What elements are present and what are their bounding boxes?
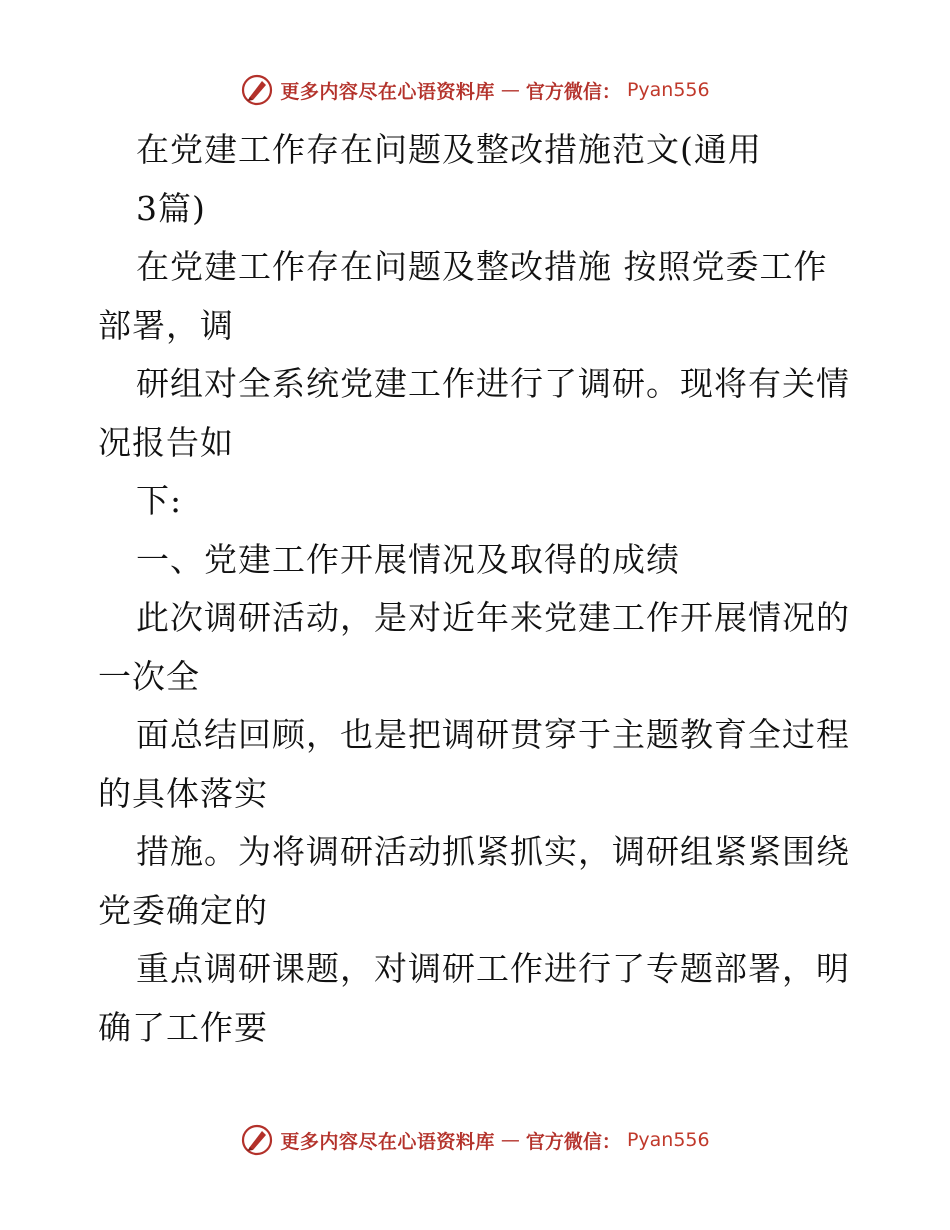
paragraph-line: 面总结回顾，也是把调研贯穿于主题教育全过程 (136, 715, 850, 754)
paragraph-line: 一次全 (98, 656, 200, 696)
banner-wechat-label: 官方微信： (525, 1130, 621, 1153)
banner-dash: — (500, 79, 520, 101)
paragraph-line: 研组对全系统党建工作进行了调研。现将有关情 (136, 364, 850, 403)
paragraph-line: 确了工作要 (98, 1007, 268, 1047)
paragraph-line: 措施。为将调研活动抓紧抓实，调研组紧紧围绕 (136, 832, 850, 871)
banner-title: 更多内容尽在心语资料库 (280, 1130, 495, 1153)
banner-dash: — (500, 1129, 520, 1151)
paragraph-line: 重点调研课题，对调研工作进行了专题部署，明 (136, 949, 850, 988)
paragraph-line: 的具体落实 (98, 773, 268, 813)
paragraph-line: 部署，调 (98, 305, 234, 345)
document-body (98, 121, 858, 1057)
footer-banner (0, 1120, 950, 1160)
section-heading: 一、党建工作开展情况及取得的成绩 (136, 539, 680, 579)
banner-title: 更多内容尽在心语资料库 (280, 80, 495, 103)
paragraph-line: 党委确定的 (98, 890, 268, 930)
paragraph-line: 下: (136, 481, 183, 520)
quill-pen-logo-icon (240, 1123, 274, 1157)
quill-pen-logo-icon (240, 73, 274, 107)
document-title-line-1: 在党建工作存在问题及整改措施范文(通用 (136, 130, 762, 169)
document-title-line-2: 3篇) (136, 188, 206, 228)
header-banner (0, 70, 950, 110)
banner-wechat-label: 官方微信： (525, 80, 621, 103)
paragraph-line: 在党建工作存在问题及整改措施 按照党委工作 (136, 247, 828, 286)
banner-wechat-id: Pyan556 (626, 1129, 710, 1151)
banner-wechat-id: Pyan556 (626, 79, 710, 101)
paragraph-line: 此次调研活动，是对近年来党建工作开展情况的 (136, 598, 850, 637)
paragraph-line: 况报告如 (98, 422, 234, 462)
